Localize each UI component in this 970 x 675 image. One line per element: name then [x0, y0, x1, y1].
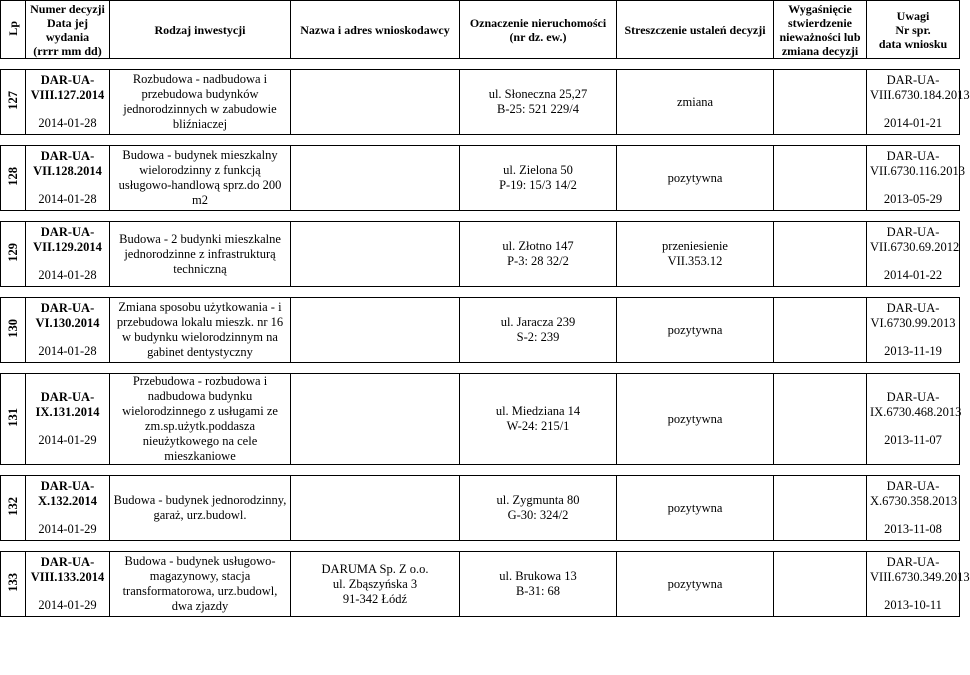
header-investment: Rodzaj inwestycji: [110, 1, 291, 59]
row-expiry: [774, 298, 867, 363]
row-summary: pozytywna: [617, 374, 774, 465]
row-expiry: [774, 222, 867, 287]
header-notes: Uwagi Nr spr. data wniosku: [867, 1, 960, 59]
row-summary: przeniesienie VII.353.12: [617, 222, 774, 287]
row-property: ul. Zielona 50 P-19: 15/3 14/2: [460, 146, 617, 211]
table-row: [1, 552, 960, 617]
row-lp: 131: [1, 374, 26, 465]
row-summary: pozytywna: [617, 552, 774, 617]
row-property: ul. Złotno 147 P-3: 28 32/2: [460, 222, 617, 287]
row-decision: DAR-UA- VII.129.2014 2014-01-28: [26, 222, 110, 287]
header-lp: Lp: [1, 1, 26, 59]
row-expiry: [774, 70, 867, 135]
row-lp: 127: [1, 70, 26, 135]
row-investment: Budowa - budynek usługowo-magazynowy, stacja transformatorowa, urz.budowl, dwa zjazdy: [110, 552, 291, 617]
table-row: [1, 476, 960, 541]
row-expiry: [774, 146, 867, 211]
row-property: ul. Jaracza 239 S-2: 239: [460, 298, 617, 363]
table-header: [1, 1, 960, 59]
row-applicant: [291, 476, 460, 541]
row-expiry: [774, 552, 867, 617]
row-summary: pozytywna: [617, 298, 774, 363]
table-row: [1, 146, 960, 211]
row-notes: DAR-UA- VII.6730.116.2013 2013-05-29: [867, 146, 960, 211]
row-investment: Budowa - 2 budynki mieszkalne jednorodzinne z infrastrukturą techniczną: [110, 222, 291, 287]
row-property: ul. Miedziana 14 W-24: 215/1: [460, 374, 617, 465]
row-decision: DAR-UA- VI.130.2014 2014-01-28: [26, 298, 110, 363]
row-investment: Rozbudowa - nadbudowa i przebudowa budynków jednorodzinnych w zabudowie bliźniaczej: [110, 70, 291, 135]
row-summary: zmiana: [617, 70, 774, 135]
table-row: [1, 298, 960, 363]
table-row: [1, 222, 960, 287]
row-lp: 128: [1, 146, 26, 211]
row-lp: 132: [1, 476, 26, 541]
row-decision: DAR-UA- IX.131.2014 2014-01-29: [26, 374, 110, 465]
row-decision: DAR-UA- X.132.2014 2014-01-29: [26, 476, 110, 541]
row-notes: DAR-UA- VIII.6730.184.2013 2014-01-21: [867, 70, 960, 135]
row-expiry: [774, 476, 867, 541]
row-applicant: DARUMA Sp. Z o.o. ul. Zbąszyńska 3 91-342 Łódź: [291, 552, 460, 617]
row-applicant: [291, 298, 460, 363]
row-investment: Przebudowa - rozbudowa i nadbudowa budynku wielorodzinnego z usługami ze zm.sp.użytk.poddasza nieużytkowego na cele mieszkaniowe: [110, 374, 291, 465]
header-decision: Numer decyzji Data jej wydania (rrrr mm dd): [26, 1, 110, 59]
row-notes: DAR-UA- VII.6730.69.2012 2014-01-22: [867, 222, 960, 287]
row-applicant: [291, 222, 460, 287]
row-decision: DAR-UA- VIII.133.2014 2014-01-29: [26, 552, 110, 617]
row-summary: pozytywna: [617, 476, 774, 541]
header-property: Oznaczenie nieruchomości (nr dz. ew.): [460, 1, 617, 59]
row-notes: DAR-UA- VIII.6730.349.2013 2013-10-11: [867, 552, 960, 617]
row-notes: DAR-UA- X.6730.358.2013 2013-11-08: [867, 476, 960, 541]
row-property: ul. Słoneczna 25,27 B-25: 521 229/4: [460, 70, 617, 135]
row-investment: Budowa - budynek jednorodzinny, garaż, urz.budowl.: [110, 476, 291, 541]
row-applicant: [291, 70, 460, 135]
row-decision: DAR-UA- VII.128.2014 2014-01-28: [26, 146, 110, 211]
row-expiry: [774, 374, 867, 465]
row-lp: 130: [1, 298, 26, 363]
row-lp: 129: [1, 222, 26, 287]
row-summary: pozytywna: [617, 146, 774, 211]
row-notes: DAR-UA- IX.6730.468.2013 2013-11-07: [867, 374, 960, 465]
header-summary: Streszczenie ustaleń decyzji: [617, 1, 774, 59]
table-row: [1, 374, 960, 465]
row-notes: DAR-UA- VI.6730.99.2013 2013-11-19: [867, 298, 960, 363]
table-row: [1, 70, 960, 135]
row-lp: 133: [1, 552, 26, 617]
header-expiry: Wygaśnięcie stwierdzenie nieważności lub zmiana decyzji: [774, 1, 867, 59]
row-property: ul. Brukowa 13 B-31: 68: [460, 552, 617, 617]
row-investment: Budowa - budynek mieszkalny wielorodzinny z funkcją usługowo-handlową sprz.do 200 m2: [110, 146, 291, 211]
row-investment: Zmiana sposobu użytkowania - i przebudowa lokalu mieszk. nr 16 w budynku wielorodzinnym na gabinet dentystyczny: [110, 298, 291, 363]
row-decision: DAR-UA- VIII.127.2014 2014-01-28: [26, 70, 110, 135]
row-property: ul. Zygmunta 80 G-30: 324/2: [460, 476, 617, 541]
row-applicant: [291, 374, 460, 465]
header-applicant: Nazwa i adres wnioskodawcy: [291, 1, 460, 59]
row-applicant: [291, 146, 460, 211]
